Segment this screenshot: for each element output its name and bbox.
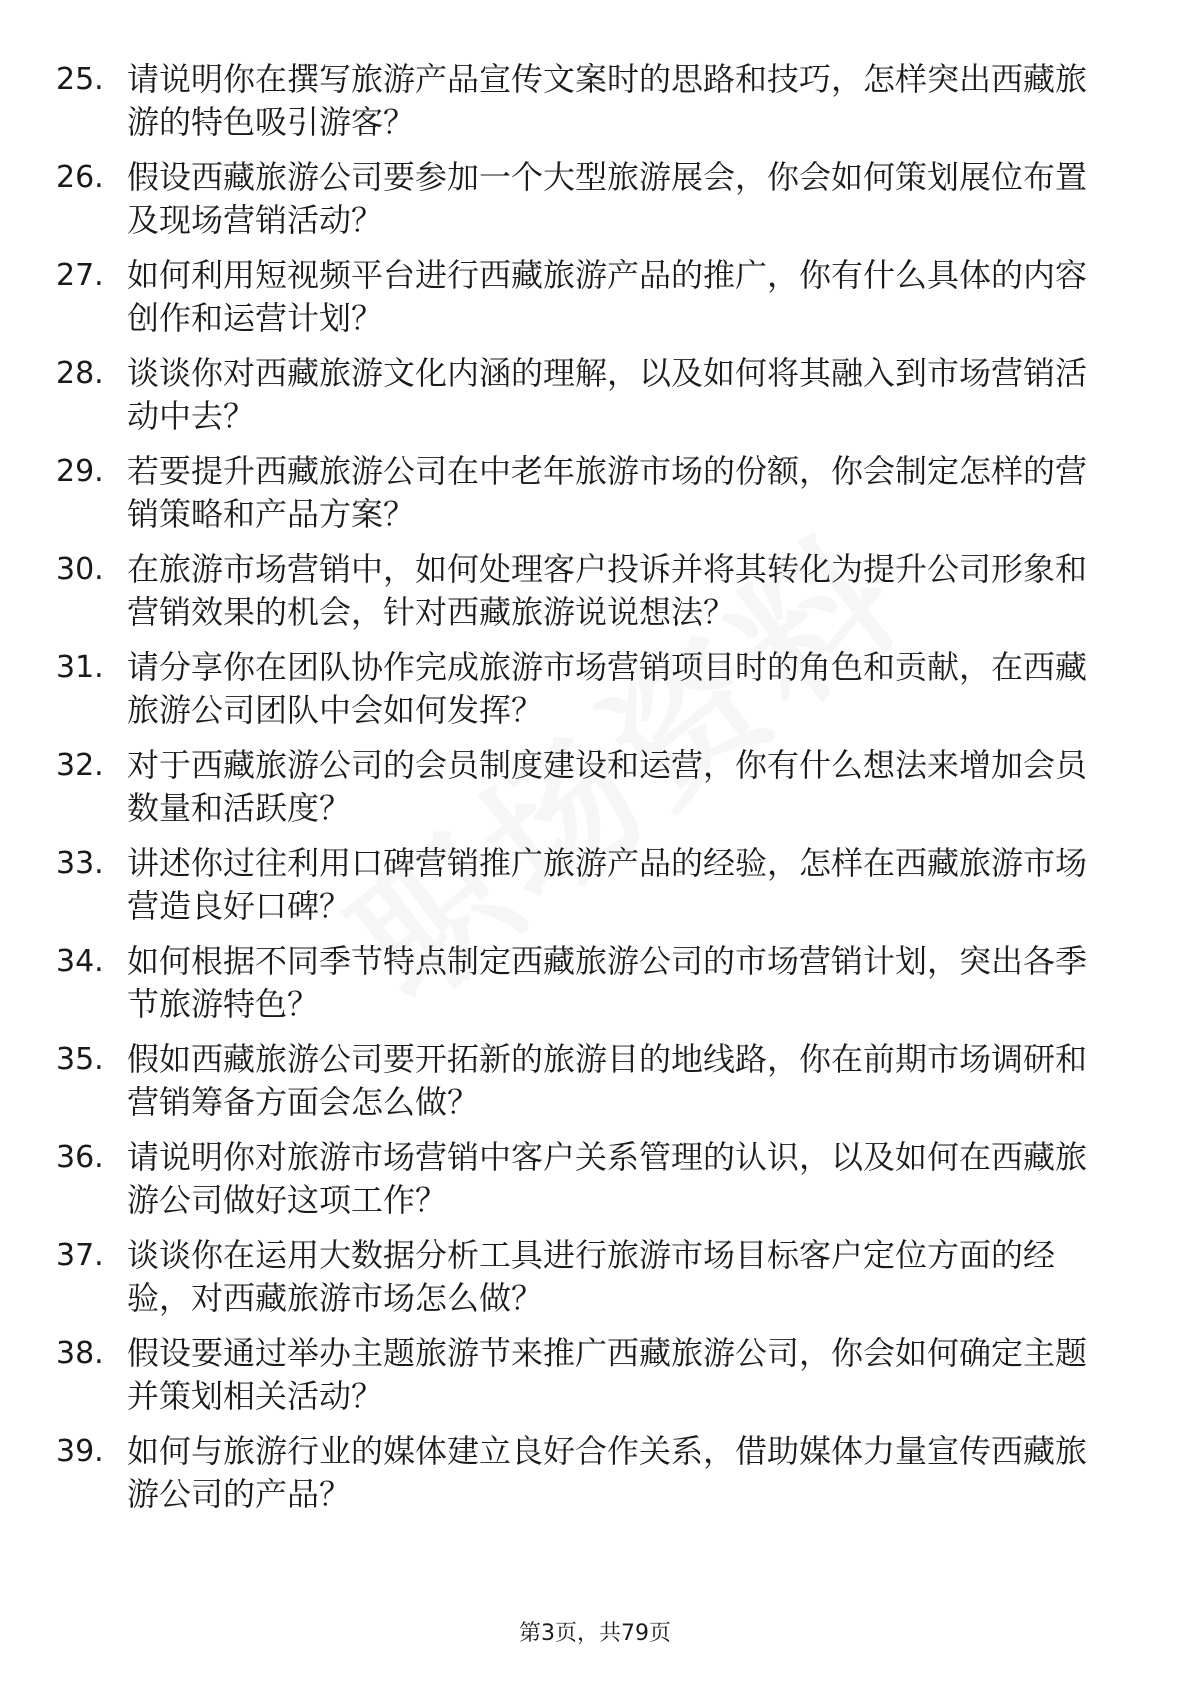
question-number: 27.: [56, 258, 104, 293]
question-number: 37.: [56, 1238, 104, 1273]
list-item: [0, 444, 1190, 542]
question-text: 如何与旅游行业的媒体建立良好合作关系，借助媒体力量宣传西藏旅游公司的产品？: [127, 1432, 1088, 1513]
question-text: 如何根据不同季节特点制定西藏旅游公司的市场营销计划，突出各季节旅游特色？: [127, 942, 1088, 1023]
list-item: [0, 1130, 1190, 1228]
list-item: [0, 1032, 1190, 1130]
question-text: 谈谈你对西藏旅游文化内涵的理解，以及如何将其融入到市场营销活动中去？: [127, 354, 1088, 435]
question-number: 28.: [56, 356, 104, 391]
question-number: 35.: [56, 1042, 104, 1077]
list-item: [0, 640, 1190, 738]
list-item: [0, 1326, 1190, 1424]
question-text: 如何利用短视频平台进行西藏旅游产品的推广，你有什么具体的内容创作和运营计划？: [127, 256, 1088, 337]
question-number: 31.: [56, 650, 104, 685]
question-number: 25.: [56, 62, 104, 97]
question-number: 30.: [56, 552, 104, 587]
question-text: 对于西藏旅游公司的会员制度建设和运营，你有什么想法来增加会员数量和活跃度？: [127, 746, 1088, 827]
list-item: [0, 1228, 1190, 1326]
question-text: 假设要通过举办主题旅游节来推广西藏旅游公司，你会如何确定主题并策划相关活动？: [127, 1334, 1088, 1415]
list-item: [0, 346, 1190, 444]
list-item: [0, 934, 1190, 1032]
question-text: 请说明你在撰写旅游产品宣传文案时的思路和技巧，怎样突出西藏旅游的特色吸引游客？: [127, 60, 1088, 141]
question-number: 38.: [56, 1336, 104, 1371]
page-footer: [0, 1616, 1190, 1647]
question-text: 谈谈你在运用大数据分析工具进行旅游市场目标客户定位方面的经验，对西藏旅游市场怎么做？: [127, 1236, 1056, 1317]
page-number: 第3页，共79页: [519, 1621, 671, 1646]
list-item: [0, 248, 1190, 346]
question-number: 26.: [56, 160, 104, 195]
list-item: [0, 836, 1190, 934]
question-number: 36.: [56, 1140, 104, 1175]
question-text: 请说明你对旅游市场营销中客户关系管理的认识，以及如何在西藏旅游公司做好这项工作？: [127, 1138, 1088, 1219]
list-item: [0, 52, 1190, 150]
question-number: 34.: [56, 944, 104, 979]
list-item: [0, 1424, 1190, 1522]
list-item: [0, 150, 1190, 248]
question-text: 假设西藏旅游公司要参加一个大型旅游展会，你会如何策划展位布置及现场营销活动？: [127, 158, 1088, 239]
question-text: 若要提升西藏旅游公司在中老年旅游市场的份额，你会制定怎样的营销策略和产品方案？: [127, 452, 1088, 533]
question-text: 请分享你在团队协作完成旅游市场营销项目时的角色和贡献，在西藏旅游公司团队中会如何发挥？: [127, 648, 1088, 729]
question-text: 在旅游市场营销中，如何处理客户投诉并将其转化为提升公司形象和营销效果的机会，针对西藏旅游说说想法？: [127, 550, 1088, 631]
question-number: 29.: [56, 454, 104, 489]
question-number: 33.: [56, 846, 104, 881]
question-text: 假如西藏旅游公司要开拓新的旅游目的地线路，你在前期市场调研和营销筹备方面会怎么做？: [127, 1040, 1088, 1121]
question-number: 32.: [56, 748, 104, 783]
list-item: [0, 542, 1190, 640]
list-item: [0, 738, 1190, 836]
question-list: [0, 52, 1190, 1522]
question-text: 讲述你过往利用口碑营销推广旅游产品的经验，怎样在西藏旅游市场营造良好口碑？: [127, 844, 1088, 925]
question-number: 39.: [56, 1434, 104, 1469]
